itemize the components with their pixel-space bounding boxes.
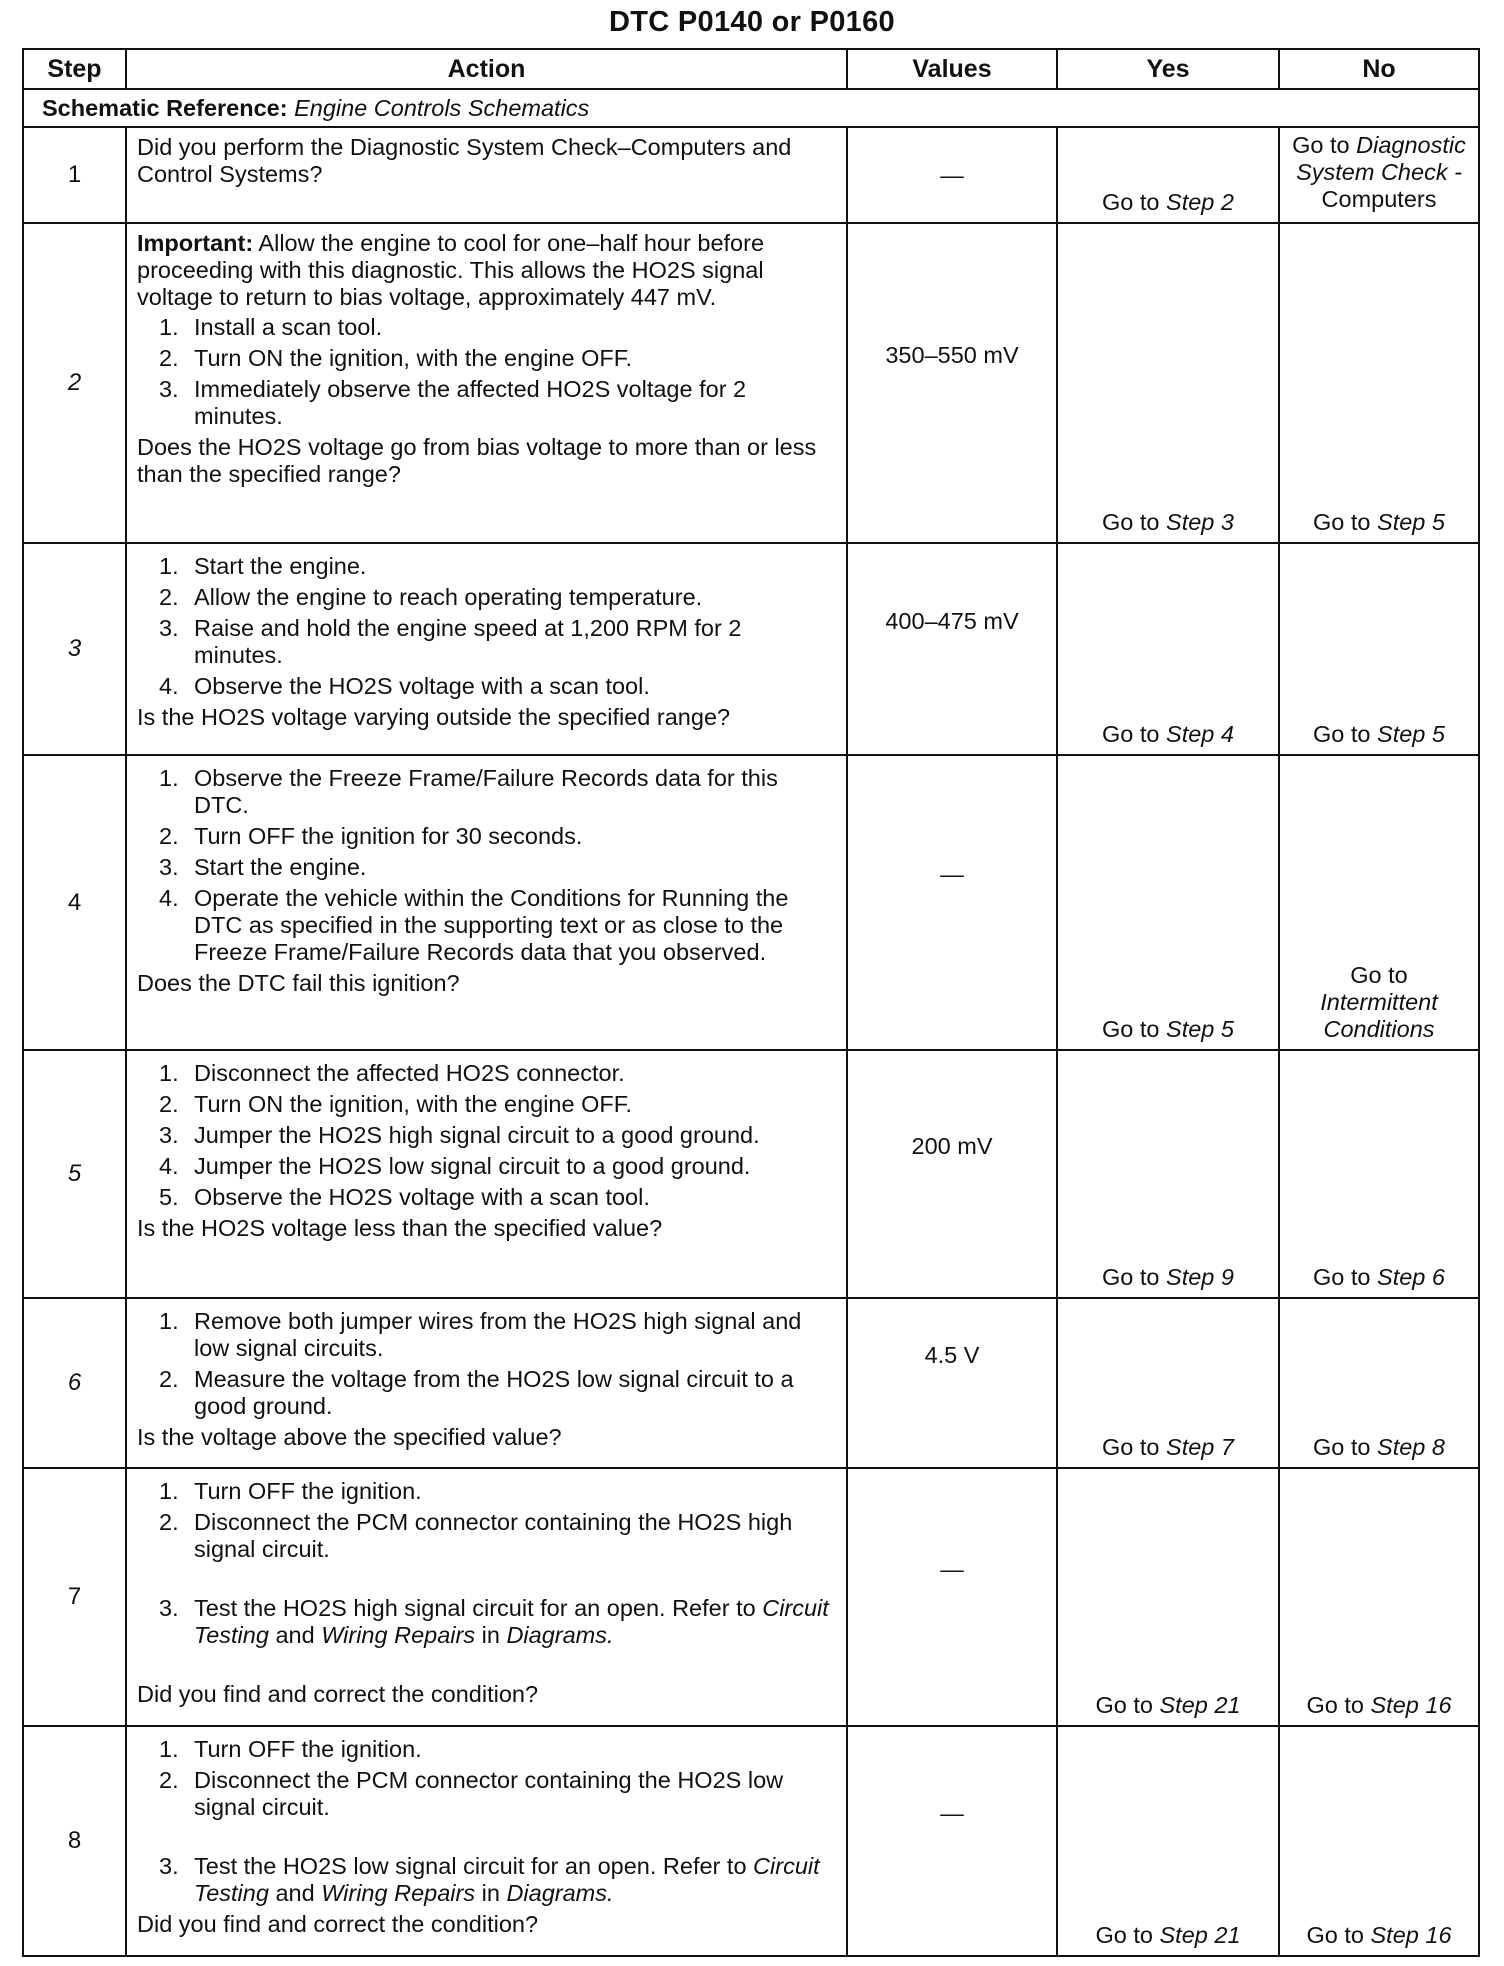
value-text: —: [940, 161, 964, 188]
yes-cell: Go to Step 2: [1057, 127, 1279, 223]
action-steps: [137, 1478, 836, 1677]
schematic-reference: [23, 89, 1479, 127]
no-target-extra: Conditions: [1323, 1016, 1435, 1042]
header-row: [23, 49, 1479, 89]
list-item: 3. Immediately observe the affected HO2S voltage for 2 minutes.: [159, 376, 747, 429]
no-target: Diagnostic System Check -: [1296, 132, 1466, 185]
table-row: [23, 1726, 1479, 1956]
table-row: [23, 223, 1479, 543]
list-item: 1. Start the engine.: [159, 553, 367, 579]
list-item: 2. Measure the voltage from the HO2S low signal circuit to a good ground.: [159, 1366, 794, 1419]
step-number: 5: [23, 1050, 126, 1298]
yes-cell: Go to Step 21: [1057, 1468, 1279, 1726]
step-number: 2: [23, 223, 126, 543]
list-item: 5. Observe the HO2S voltage with a scan tool.: [159, 1184, 650, 1210]
value-cell: [847, 755, 1057, 1050]
no-target: Step 5: [1377, 509, 1445, 535]
value-cell: [847, 1298, 1057, 1468]
table-row: [23, 127, 1479, 223]
no-target: Step 5: [1377, 721, 1445, 747]
list-item: 4. Jumper the HO2S low signal circuit to a good ground.: [159, 1153, 751, 1179]
step-number: 4: [23, 755, 126, 1050]
yes-target: Step 3: [1166, 509, 1234, 535]
yes-cell: Go to Step 9: [1057, 1050, 1279, 1298]
step-number: 7: [23, 1468, 126, 1726]
list-item: 2. Turn ON the ignition, with the engine OFF.: [159, 345, 633, 371]
yes-cell: Go to Step 3: [1057, 223, 1279, 543]
header-values: Values: [847, 49, 1057, 89]
action-steps: [137, 1308, 836, 1420]
yes-cell: Go to Step 4: [1057, 543, 1279, 755]
list-item: 4. Observe the HO2S voltage with a scan tool.: [159, 673, 650, 699]
action-question: Does the DTC fail this ignition?: [137, 970, 460, 996]
action-cell: [126, 223, 847, 543]
value-text: 350–550 mV: [885, 341, 1019, 368]
page-title: DTC P0140 or P0160: [609, 6, 895, 38]
action-cell: [126, 1050, 847, 1298]
action-steps: [137, 1736, 836, 1907]
schematic-reference-value: Engine Controls Schematics: [294, 94, 590, 121]
action-cell: [126, 1298, 847, 1468]
value-text: 200 mV: [911, 1132, 993, 1159]
no-target-extra: Computers: [1321, 186, 1437, 212]
no-target: Step 6: [1377, 1264, 1445, 1290]
action-steps: [137, 765, 836, 966]
value-text: 4.5 V: [924, 1341, 980, 1368]
action-steps: [137, 1060, 836, 1211]
value-cell: [847, 1050, 1057, 1298]
yes-target: Step 9: [1166, 1264, 1234, 1290]
action-question: Does the HO2S voltage go from bias voltage to more than or less than the specified range?: [137, 434, 817, 487]
no-cell: Go to Step 16: [1279, 1726, 1479, 1956]
no-target: Step 16: [1370, 1692, 1452, 1718]
no-cell: Go to Step 8: [1279, 1298, 1479, 1468]
action-question: Is the HO2S voltage varying outside the specified range?: [137, 704, 731, 730]
diagnostic-table: [22, 48, 1480, 1957]
action-cell: [126, 755, 847, 1050]
list-item: 3. Raise and hold the engine speed at 1,200 RPM for 2 minutes.: [159, 615, 742, 668]
no-target: Step 8: [1377, 1434, 1445, 1460]
list-item: 3. Jumper the HO2S high signal circuit to a good ground.: [159, 1122, 760, 1148]
action-steps: [137, 553, 836, 700]
list-item: 2. Disconnect the PCM connector containing the HO2S high signal circuit.: [159, 1509, 793, 1562]
no-cell: Go to Step 5: [1279, 223, 1479, 543]
value-cell: [847, 543, 1057, 755]
yes-cell: Go to Step 7: [1057, 1298, 1279, 1468]
no-cell: Go to Step 6: [1279, 1050, 1479, 1298]
list-item: 1. Turn OFF the ignition.: [159, 1736, 422, 1762]
no-cell: Go to Step 16: [1279, 1468, 1479, 1726]
table-row: [23, 1468, 1479, 1726]
value-cell: [847, 1468, 1057, 1726]
list-item: 2. Allow the engine to reach operating temperature.: [159, 584, 703, 610]
list-item: 1. Install a scan tool.: [159, 314, 383, 340]
no-cell: Go to Intermittent Conditions: [1279, 755, 1479, 1050]
list-item: 1. Remove both jumper wires from the HO2S high signal and low signal circuits.: [159, 1308, 802, 1361]
list-item: 3. Start the engine.: [159, 854, 367, 880]
list-item: 2. Turn OFF the ignition for 30 seconds.: [159, 823, 583, 849]
table-row: [23, 1050, 1479, 1298]
yes-target: Step 7: [1166, 1434, 1234, 1460]
value-text: —: [940, 1799, 964, 1826]
step-number: 8: [23, 1726, 126, 1956]
table-row: [23, 543, 1479, 755]
step-number: 6: [23, 1298, 126, 1468]
list-item: 3. Test the HO2S low signal circuit for an open. Refer to Circuit Testing and Wiring Repairs in Diagrams.: [159, 1853, 820, 1906]
schematic-reference-row: [23, 89, 1479, 127]
action-cell: [126, 543, 847, 755]
list-item: 1. Observe the Freeze Frame/Failure Records data for this DTC.: [159, 765, 778, 818]
value-cell: [847, 223, 1057, 543]
list-item: 2. Disconnect the PCM connector containing the HO2S low signal circuit.: [159, 1767, 784, 1820]
value-text: —: [940, 1555, 964, 1582]
yes-target: Step 4: [1166, 721, 1234, 747]
action-cell: [126, 1726, 847, 1956]
list-item: 1. Turn OFF the ignition.: [159, 1478, 422, 1504]
header-no: No: [1279, 49, 1479, 89]
list-item: 1. Disconnect the affected HO2S connector.: [159, 1060, 625, 1086]
yes-cell: Go to Step 5: [1057, 755, 1279, 1050]
no-cell: Go to Step 5: [1279, 543, 1479, 755]
action-cell: [126, 1468, 847, 1726]
yes-target: Step 21: [1159, 1922, 1241, 1948]
no-target: Step 16: [1370, 1922, 1452, 1948]
list-item: 3. Test the HO2S high signal circuit for an open. Refer to Circuit Testing and Wiring Repairs in Diagrams.: [159, 1595, 829, 1648]
value-text: —: [940, 861, 964, 887]
important-note: Important: Allow the engine to cool for one–half hour before proceeding with this diagnostic. This allows the HO2S signal voltage to return to bias voltage, approximately 447 mV.: [137, 230, 765, 310]
action-question: Did you perform the Diagnostic System Check–Computers and Control Systems?: [137, 134, 792, 187]
header-action: Action: [126, 49, 847, 89]
action-question: Did you find and correct the condition?: [137, 1681, 539, 1707]
action-question: Is the voltage above the specified value?: [137, 1424, 562, 1450]
action-question: Did you find and correct the condition?: [137, 1911, 539, 1937]
header-step: Step: [23, 49, 126, 89]
step-number: 3: [23, 543, 126, 755]
value-cell: [847, 127, 1057, 223]
value-text: 400–475 mV: [885, 607, 1019, 634]
action-cell: [126, 127, 847, 223]
list-item: 2. Turn ON the ignition, with the engine OFF.: [159, 1091, 633, 1117]
yes-target: Step 5: [1166, 1016, 1234, 1042]
value-cell: [847, 1726, 1057, 1956]
action-steps: [137, 314, 836, 430]
no-target: Intermittent: [1320, 989, 1438, 1015]
step-number: 1: [23, 127, 126, 223]
no-cell: Go to Diagnostic System Check - Computers: [1279, 127, 1479, 223]
table-row: [23, 1298, 1479, 1468]
table-row: [23, 755, 1479, 1050]
yes-cell: Go to Step 21: [1057, 1726, 1279, 1956]
action-question: Is the HO2S voltage less than the specified value?: [137, 1215, 663, 1241]
schematic-reference-label: Schematic Reference:: [42, 94, 288, 121]
yes-target: Step 21: [1159, 1692, 1241, 1718]
yes-target: Step 2: [1166, 189, 1234, 215]
header-yes: Yes: [1057, 49, 1279, 89]
list-item: 4. Operate the vehicle within the Conditions for Running the DTC as specified in the supporting text or as close to the Freeze Frame/Failure Records data that you observed.: [159, 885, 789, 965]
